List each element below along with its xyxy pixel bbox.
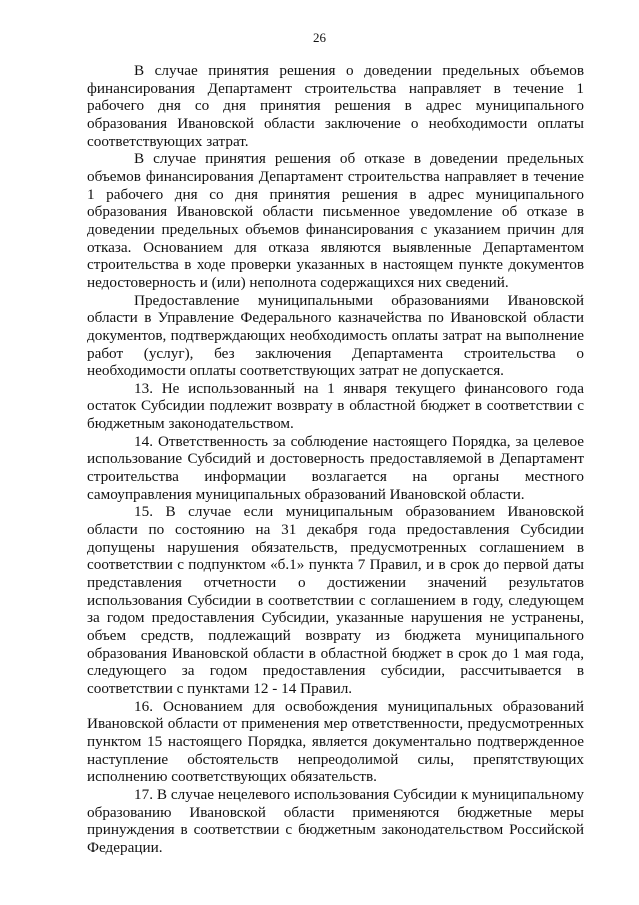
document-body [87, 62, 584, 857]
paragraph-17-misuse-measures: 17. В случае нецелевого использования Субсидии к муниципальному образованию Ивановской области применяются бюджетные меры принуждения в соответствии с бюджетным законодательством Российской Федерации. [87, 785, 584, 856]
paragraph-15-violations-refund: 15. В случае если муниципальным образованием Ивановской области по состоянию на 31 декабря года предоставления Субсидии допущены нарушения обязательств, предусмотренных соглашением в соответствии с подпунктом «б.1» пункта 7 Правил, и в срок до первой даты представления отчетности о достижении значений результатов использования Субсидии в соответствии с соглашением в году, следующем за годом предоставления Субсидии, указанные нарушения не устранены, объем средств, подлежащий возврату из бюджета муниципального образования Ивановской области в областной бюджет в срок до 1 мая года, следующего за годом предоставления субсидии, рассчитывается в соответствии с пунктами 12 - 14 Правил. [87, 503, 584, 697]
paragraph-funding-refused: В случае принятия решения об отказе в доведении предельных объемов финансирования Департамент строительства направляет в течение 1 рабочего дня со дня принятия решения в адрес муниципального образования Ивановской области письменное уведомление об отказе в доведении предельных объемов финансирования с указанием причин для отказа. Основанием для отказа являются выявленные Департаментом строительства в ходе проверки указанных в настоящем пункте документов недостоверность и (или) неполнота содержащихся них сведений. [87, 150, 584, 291]
paragraph-13-unused-balance: 13. Не использованный на 1 января текущего финансового года остаток Субсидии подлежит возврату в областной бюджет в соответствии с бюджетным законодательством. [87, 379, 584, 433]
paragraph-16-force-majeure: 16. Основанием для освобождения муниципальных образований Ивановской области от применения мер ответственности, предусмотренных пунктом 15 настоящего Порядка, является документально подтвержденное наступление обстоятельств непреодолимой силы, препятствующих исполнению соответствующих обязательств. [87, 697, 584, 786]
paragraph-treasury-documents: Предоставление муниципальными образованиями Ивановской области в Управление Федерального казначейства по Ивановской области документов, подтверждающих необходимость оплаты затрат на выполнение работ (услуг), без заключения Департамента строительства о необходимости оплаты соответствующих затрат не допускается. [87, 291, 584, 380]
paragraph-funding-approved: В случае принятия решения о доведении предельных объемов финансирования Департамент строительства направляет в течение 1 рабочего дня со дня принятия решения в адрес муниципального образования Ивановской области заключение о необходимости оплаты соответствующих затрат. [87, 62, 584, 150]
page-number: 26 [313, 30, 326, 45]
paragraph-14-responsibility: 14. Ответственность за соблюдение настоящего Порядка, за целевое использование Субсидий и достоверность предоставляемой в Департамент строительства информации возлагается на органы местного самоуправления муниципальных образований Ивановской области. [87, 432, 584, 503]
